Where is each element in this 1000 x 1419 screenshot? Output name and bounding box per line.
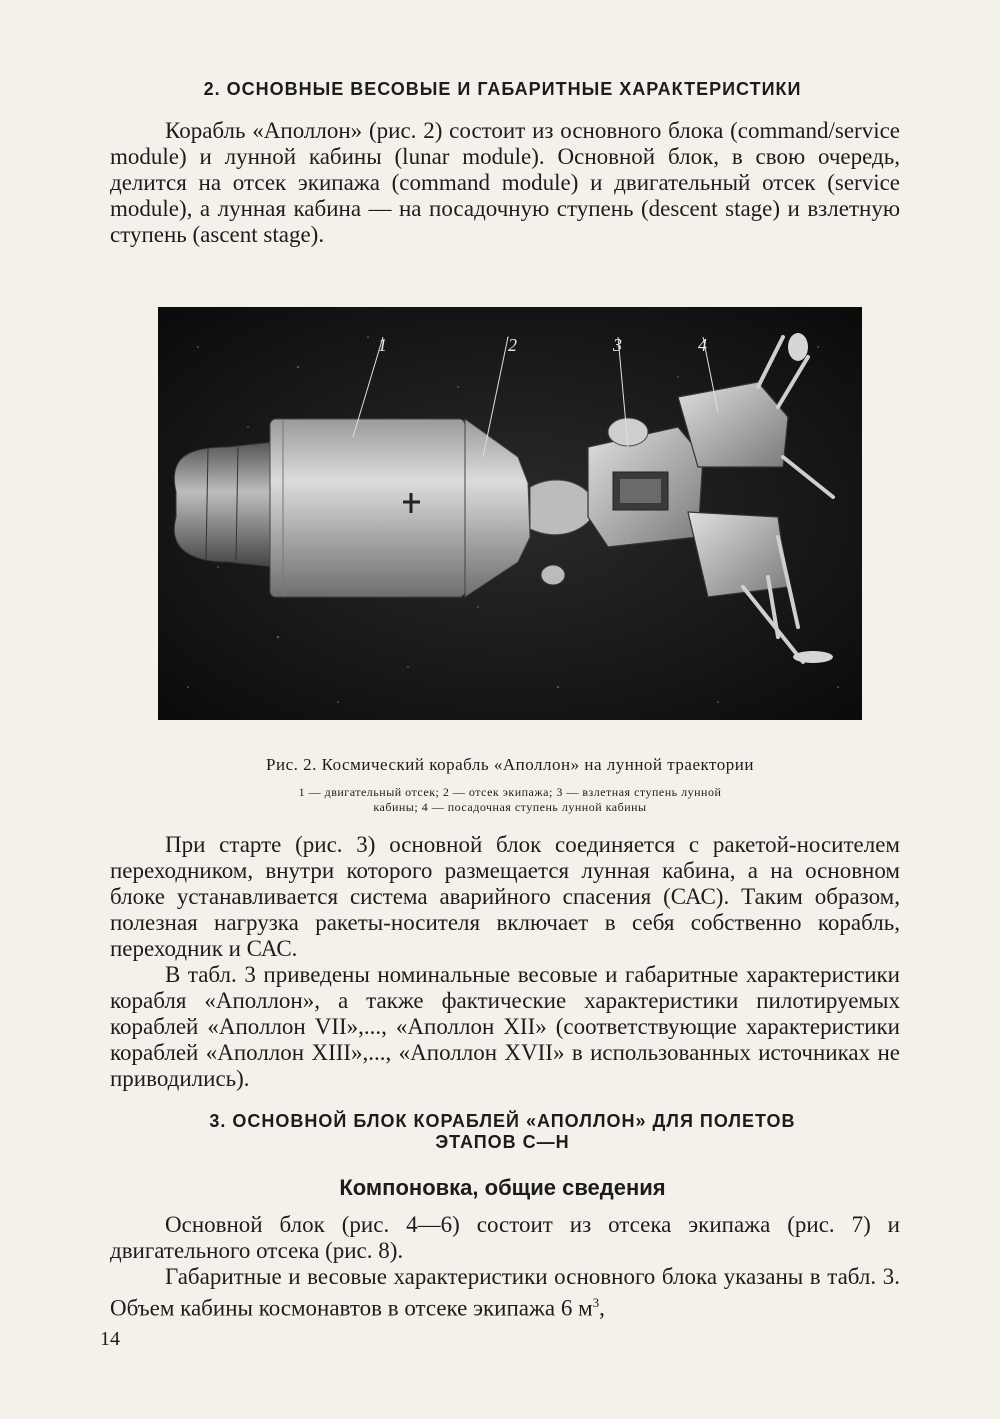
figure-legend-line-2: кабины; 4 — посадочная ступень лунной кабины <box>373 800 647 814</box>
section-3-subheading: Компоновка, общие сведения <box>339 1175 666 1200</box>
section-3-heading-line-1: 3. ОСНОВНОЙ БЛОК КОРАБЛЕЙ «АПОЛЛОН» ДЛЯ ПОЛЕТОВ <box>209 1111 796 1131</box>
figure-caption: Рис. 2. Космический корабль «Аполлон» на лунной траектории <box>266 755 754 774</box>
cubic-superscript: 3 <box>592 1295 600 1310</box>
section-3-heading-line-2: ЭТАПОВ С—Н <box>435 1132 570 1152</box>
callout-2: 2 <box>508 335 517 355</box>
section-2-paragraph: Корабль «Аполлон» (рис. 2) состоит из основного блока (command/service module) и лунной кабины (lunar module). Основной блок, в свою очередь, делится на отсек экипажа (command module) и двигательный отсек (service module), а лунная кабина — на посадочную ступень (descent stage) и взлетную ступень (ascent stage). <box>110 118 900 247</box>
page-number: 14 <box>100 1328 120 1350</box>
section-3-paragraph-2-text: Габаритные и весовые характеристики основного блока указаны в табл. 3. Объем кабины космонавтов в отсеке экипажа 6 м <box>110 1264 900 1321</box>
body-paragraph-table-ref: В табл. 3 приведены номинальные весовые и габаритные характеристики корабля «Аполлон», а также фактические характеристики пилотируемых кораблей «Аполлон VII»,..., «Аполлон XII» (соответствующие характеристики кораблей «Аполлон XIII»,..., «Аполлон XVII» в использованных источниках не приводились). <box>110 962 900 1091</box>
section-3-paragraph-1: Основной блок (рис. 4—6) состоит из отсека экипажа (рис. 7) и двигательного отсека (рис. 8). <box>110 1212 900 1263</box>
section-3-paragraph-2-tail: , <box>599 1295 605 1321</box>
body-paragraph-start: При старте (рис. 3) основной блок соединяется с ракетой-носителем переходником, внутри которого размещается лунная кабина, а на основном блоке устанавливается система аварийного спасения (САС). Таким образом, полезная нагрузка ракеты-носителя включает в себя собственно корабль, переходник и САС. <box>110 832 900 961</box>
apollo-illustration <box>158 307 862 720</box>
callout-3: 3 <box>613 335 622 355</box>
callout-4: 4 <box>698 335 707 355</box>
section-2-heading: 2. ОСНОВНЫЕ ВЕСОВЫЕ И ГАБАРИТНЫЕ ХАРАКТЕРИСТИКИ <box>203 79 802 99</box>
apollo-spacecraft-figure <box>158 307 862 720</box>
section-3-paragraph-2 <box>110 1264 900 1322</box>
callout-1: 1 <box>378 335 387 355</box>
figure-legend-line-1: 1 — двигательный отсек; 2 — отсек экипажа; 3 — взлетная ступень лунной <box>298 785 722 799</box>
